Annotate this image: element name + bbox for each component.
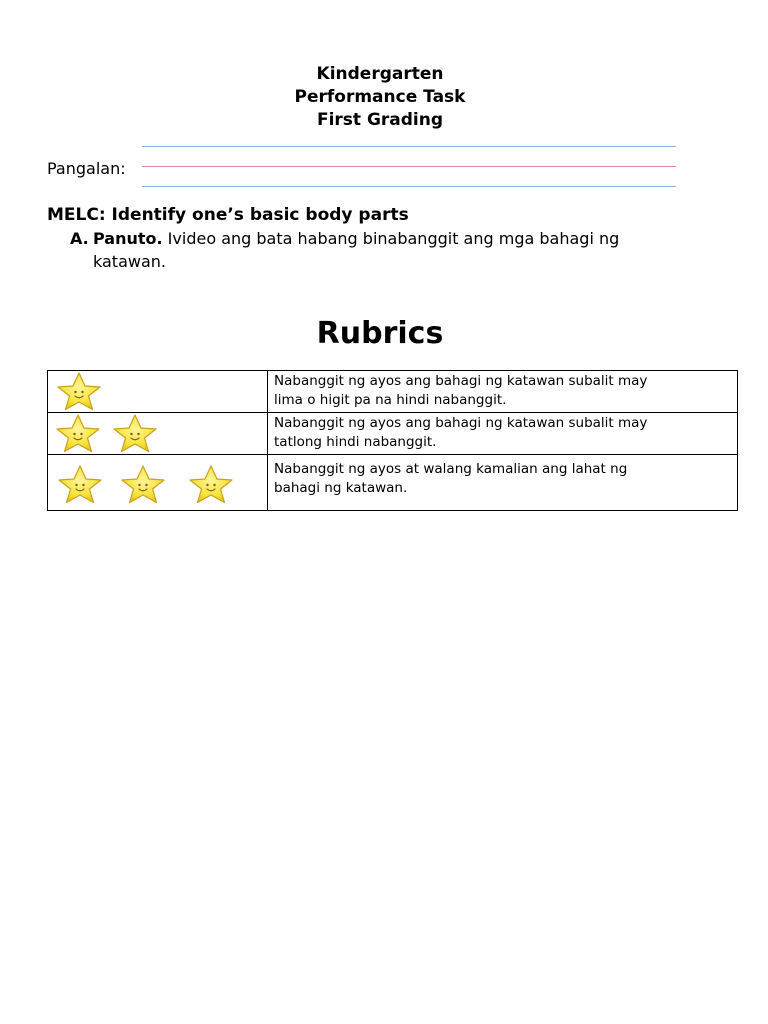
smiling-star-icon <box>186 464 236 504</box>
writing-line-bottom <box>142 186 676 187</box>
rubric-description-line: Nabanggit ng ayos ang bahagi ng katawan subalit may <box>274 373 648 389</box>
melc-heading: MELC: Identify one’s basic body parts <box>47 205 409 225</box>
instruction-marker: A. <box>70 229 89 248</box>
rubric-description-line: tatlong hindi nabanggit. <box>274 434 437 450</box>
rubric-description <box>268 455 738 511</box>
rubrics-title: Rubrics <box>316 316 444 351</box>
rubrics-table <box>47 370 738 511</box>
rubric-description <box>268 413 738 455</box>
instruction-item <box>70 227 710 273</box>
rubric-stars-cell <box>48 413 268 455</box>
rubric-row <box>48 413 738 455</box>
smiling-star-icon <box>53 413 103 453</box>
header-task-type: Performance Task <box>294 87 466 107</box>
rubric-description <box>268 371 738 413</box>
instruction-label: Panuto. <box>93 229 163 248</box>
header-grading-period: First Grading <box>316 110 444 130</box>
header-grade-level: Kindergarten <box>316 64 444 84</box>
rubric-description-line: bahagi ng katawan. <box>274 480 408 496</box>
smiling-star-icon <box>110 413 160 453</box>
instruction-text-continued: katawan. <box>93 252 166 271</box>
instruction-text: Ivideo ang bata habang binabanggit ang mga bahagi ng <box>162 229 620 248</box>
rubric-row <box>48 455 738 511</box>
rubric-description-line: Nabanggit ng ayos ang bahagi ng katawan subalit may <box>274 415 648 431</box>
writing-line-middle <box>142 166 676 167</box>
rubric-stars-cell <box>48 371 268 413</box>
rubric-stars-cell <box>48 455 268 511</box>
name-label: Pangalan: <box>47 159 126 178</box>
smiling-star-icon <box>118 464 168 504</box>
writing-line-top <box>142 146 676 147</box>
smiling-star-icon <box>55 464 105 504</box>
page-header <box>0 63 760 132</box>
smiling-star-icon <box>54 371 104 411</box>
rubric-description-line: Nabanggit ng ayos at walang kamalian ang lahat ng <box>274 461 628 477</box>
rubric-description-line: lima o higit pa na hindi nabanggit. <box>274 392 507 408</box>
rubric-row <box>48 371 738 413</box>
